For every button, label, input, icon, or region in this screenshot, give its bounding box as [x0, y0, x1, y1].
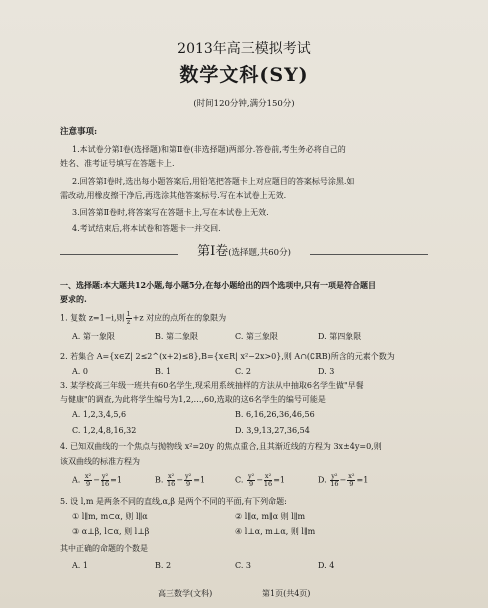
q5-proposition-2: ② l∥α, m∥α 则 l∥m [235, 512, 306, 521]
note-item: 2.回答第Ⅰ卷时,选出每小题答案后,用铅笔把答题卡上对应题目的答案标号涂黑.如 [72, 177, 355, 186]
question-1-stem [60, 311, 226, 326]
q5-option-c: C. 3 [235, 561, 252, 570]
frac-num: x² [264, 472, 272, 480]
q4-option-c: C. $\frac{\text{y²}}{9}$ − $\frac{\text{x²}}{16}$ =1 [235, 472, 285, 488]
frac-den: 16 [330, 479, 339, 488]
section-subtitle: (选择题,共60分) [228, 248, 291, 258]
q1-option-a: A. 第一象限 [72, 332, 115, 341]
note-item: 4.考试结束后,将本试卷和答题卡一并交回. [72, 224, 221, 233]
q1-option-c: C. 第三象限 [235, 332, 278, 341]
q4-a-label: A. [72, 475, 81, 485]
frac-den: 9 [186, 479, 191, 488]
q4-b-frac1 [167, 473, 175, 488]
q4-option-b: B. $\frac{\text{x²}}{16}$ − $\frac{\text{y²}}{9}$ =1 [155, 472, 206, 488]
frac-den: 16 [166, 479, 176, 488]
q3-option-d: D. 3,9,13,27,36,54 [235, 426, 310, 435]
q5-option-a: A. 1 [72, 561, 88, 570]
frac-den: 9 [249, 479, 254, 488]
frac-den: 9 [349, 479, 354, 488]
q4-d-frac1 [330, 473, 338, 488]
note-item: 需改动,用橡皮擦干净后,再选涂其他答案标号.写在本试卷上无效. [60, 191, 287, 200]
section-title-main: 第Ⅰ卷 [197, 244, 229, 259]
q4-d-rhs: =1 [356, 475, 369, 485]
q3-option-a: A. 1,2,3,4,5,6 [72, 410, 127, 419]
footer-subject: 高三数学(文科) [158, 589, 213, 598]
q4-c-label: C. [235, 475, 244, 485]
question-3-stem: 3. 某学校高三年级一班共有60名学生,现采用系统抽样的方法从中抽取6名学生做"早餐 [60, 381, 364, 390]
frac-den: 16 [263, 479, 273, 488]
frac-den: 16 [100, 479, 110, 488]
q1-option-d: D. 第四象限 [318, 332, 362, 341]
question-5-stem: 5. 设 l,m 是两条不同的直线,α,β 是两个不同的平面,有下列命题: [60, 497, 287, 506]
q4-option-d: D. $\frac{\text{y²}}{16}$ − $\frac{\text{x²}}{9}$ =1 [318, 472, 369, 488]
notes-heading: 注意事项: [60, 127, 98, 137]
q4-b-frac2 [184, 473, 192, 488]
q5-proposition-3: ③ α⊥β, l⊂α, 则 l⊥β [72, 527, 150, 536]
frac-num: y² [101, 472, 109, 480]
q1-fraction [126, 311, 132, 326]
q2-option-b: B. 1 [155, 367, 172, 376]
q4-c-frac1 [247, 473, 255, 488]
note-item: 3.回答第Ⅱ卷时,将答案写在答题卡上,写在本试卷上无效. [72, 208, 269, 217]
q4-c-rhs: =1 [273, 475, 285, 485]
frac-num: x² [348, 472, 355, 480]
frac-num: x² [84, 472, 92, 480]
q4-option-a: A. $\frac{\text{x²}}{9}$ − $\frac{\text{y²}}{16}$ =1 [72, 472, 122, 488]
q1-stem-pre: 1. 复数 z=1−i,则 [60, 313, 125, 323]
q4-a-rhs: =1 [110, 475, 122, 485]
q4-d-frac2 [347, 473, 355, 488]
q3-option-b: B. 6,16,26,36,46,56 [235, 410, 315, 419]
q2-option-d: D. 3 [318, 367, 335, 376]
q4-a-frac1 [84, 473, 92, 488]
q4-b-label: B. [155, 475, 164, 485]
frac-num: y² [247, 472, 255, 480]
section-title [0, 245, 488, 258]
frac-den: 9 [85, 479, 91, 488]
q2-option-a: A. 0 [72, 367, 88, 376]
q5-conclusion: 其中正确的命题的个数是 [60, 544, 148, 553]
question-3-stem-cont: 与健康"的调查,为此将学生编号为1,2,…,60,选取的这6名学生的编号可能是 [60, 395, 326, 404]
frac-num: x² [167, 472, 175, 480]
q5-option-b: B. 2 [155, 561, 172, 570]
q5-proposition-4: ④ l⊥α, m⊥α, 则 l∥m [235, 527, 316, 536]
frac-num: y² [184, 472, 192, 480]
q3-option-c: C. 1,2,4,8,16,32 [72, 426, 137, 435]
footer-page-number: 第1页(共4页) [262, 589, 311, 598]
q5-proposition-1: ① l∥m, m⊂α, 则 l∥α [72, 512, 148, 521]
subject-title: 数学文科(SY) [179, 64, 309, 86]
q1-option-b: B. 第二象限 [155, 332, 198, 341]
question-4-stem: 4. 已知双曲线的一个焦点与抛物线 x²=20y 的焦点重合,且其渐近线的方程为 3x±4y=0,则 [60, 442, 382, 451]
question-4-stem-cont: 该双曲线的标准方程为 [60, 457, 140, 466]
section-instructions: 一、选择题:本大题共12小题,每小题5分,在每小题给出的四个选项中,只有一项是符合题目 [60, 280, 377, 290]
time-info: (时间120分钟,满分150分) [193, 99, 295, 109]
q5-option-d: D. 4 [318, 561, 335, 570]
q1-stem-post: +z 对应的点所在的象限为 [132, 313, 227, 323]
question-2-stem: 2. 若集合 A={x∈Z| 2≤2^(x+2)≤8},B={x∈R| x²−2x>0},则 A∩(∁ℝB)所含的元素个数为 [60, 352, 395, 361]
q4-d-label: D. [318, 475, 327, 485]
q4-b-rhs: =1 [193, 475, 206, 485]
note-item: 姓名、准考证号填写在答题卡上. [60, 159, 175, 168]
q4-a-frac2 [101, 473, 109, 488]
note-item: 1.本试卷分第Ⅰ卷(选择题)和第Ⅱ卷(非选择题)两部分.答卷前,考生务必将自己的 [72, 145, 346, 154]
frac-num: y² [331, 472, 338, 480]
q1-frac-num: 1 [126, 310, 131, 318]
exam-title: 2013年高三模拟考试 [177, 41, 311, 57]
section-instructions-cont: 要求的. [60, 294, 87, 304]
q1-frac-den: z [126, 317, 131, 326]
q2-option-c: C. 2 [235, 367, 252, 376]
q4-c-frac2 [264, 473, 272, 488]
